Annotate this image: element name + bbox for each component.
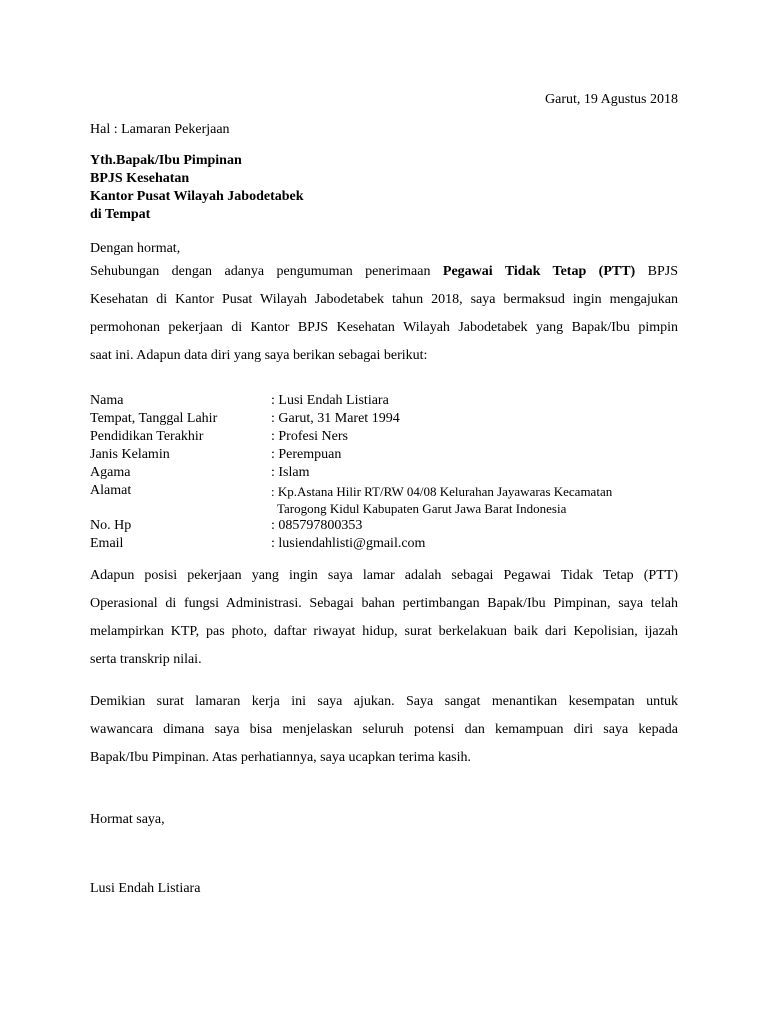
data-value: : Garut, 31 Maret 1994 (271, 411, 400, 426)
paragraph-line: permohonan pekerjaan di Kantor BPJS Kesehatan Wilayah Jabodetabek yang Bapak/Ibu pimpin (90, 320, 678, 335)
recipient-line: di Tempat (90, 207, 151, 222)
data-value: : 085797800353 (271, 518, 363, 533)
intro-text: BPJS (635, 264, 679, 279)
paragraph-line: saat ini. Adapun data diri yang saya berikan sebagai berikut: (90, 348, 428, 363)
paragraph-line: melampirkan KTP, pas photo, daftar riwayat hidup, surat berkelakuan baik dari Kepolisian, ijazah (90, 624, 678, 639)
data-value: : Profesi Ners (271, 429, 348, 444)
paragraph-line: Kesehatan di Kantor Pusat Wilayah Jabodetabek tahun 2018, saya bermaksud ingin mengajukan (90, 292, 678, 307)
paragraph-line: Operasional di fungsi Administrasi. Sebagai bahan pertimbangan Bapak/Ibu Pimpinan, saya telah (90, 596, 678, 611)
address-line: : Kp.Astana Hilir RT/RW 04/08 Kelurahan Jayawaras Kecamatan (271, 484, 613, 499)
recipient-address (90, 152, 304, 224)
address-line: Tarogong Kidul Kabupaten Garut Jawa Barat Indonesia (277, 501, 567, 516)
data-value (271, 482, 612, 517)
data-value: : Lusi Endah Listiara (271, 393, 389, 408)
data-value: : Perempuan (271, 447, 342, 462)
data-label: No. Hp (90, 518, 132, 533)
data-label: Alamat (90, 483, 132, 498)
closing-salutation: Hormat saya, (90, 812, 165, 827)
data-row-education (90, 428, 612, 446)
data-label: Nama (90, 393, 124, 408)
intro-paragraph (90, 258, 678, 370)
closing-paragraph (90, 688, 678, 772)
data-row-birth (90, 410, 612, 428)
paragraph-line: Bapak/Ibu Pimpinan. Atas perhatiannya, saya ucapkan terima kasih. (90, 750, 472, 765)
signer-name: Lusi Endah Listiara (90, 881, 201, 896)
paragraph-line: Adapun posisi pekerjaan yang ingin saya lamar adalah sebagai Pegawai Tidak Tetap (PTT) (90, 568, 678, 583)
data-value: : Islam (271, 465, 310, 480)
data-label: Pendidikan Terakhir (90, 429, 204, 444)
paragraph-line: wawancara dimana saya bisa menjelaskan seluruh potensi dan kemampuan diri saya kepada (90, 722, 678, 737)
recipient-line: BPJS Kesehatan (90, 171, 190, 186)
data-row-name (90, 392, 612, 410)
position-title: Pegawai Tidak Tetap (PTT) (442, 264, 636, 279)
data-value: : lusiendahlisti@gmail.com (271, 536, 426, 551)
data-row-gender (90, 446, 612, 464)
position-paragraph (90, 562, 678, 674)
intro-text: Sehubungan dengan adanya pengumuman penerimaan (90, 264, 443, 279)
data-row-religion (90, 464, 612, 482)
paragraph-line: Demikian surat lamaran kerja ini saya ajukan. Saya sangat menantikan kesempatan untuk (90, 694, 678, 709)
recipient-line: Kantor Pusat Wilayah Jabodetabek (90, 189, 304, 204)
letter-date: Garut, 19 Agustus 2018 (545, 92, 678, 107)
recipient-line: Yth.Bapak/Ibu Pimpinan (90, 153, 242, 168)
personal-data-table (90, 392, 612, 553)
letter-subject: Hal : Lamaran Pekerjaan (90, 122, 230, 137)
greeting: Dengan hormat, (90, 241, 181, 256)
paragraph-line: serta transkrip nilai. (90, 652, 202, 667)
data-row-email (90, 535, 612, 553)
data-row-address (90, 482, 612, 517)
data-label: Email (90, 536, 124, 551)
data-label: Agama (90, 465, 131, 480)
data-label: Janis Kelamin (90, 447, 170, 462)
data-row-phone (90, 517, 612, 535)
paragraph-line (90, 258, 678, 286)
data-label: Tempat, Tanggal Lahir (90, 411, 218, 426)
